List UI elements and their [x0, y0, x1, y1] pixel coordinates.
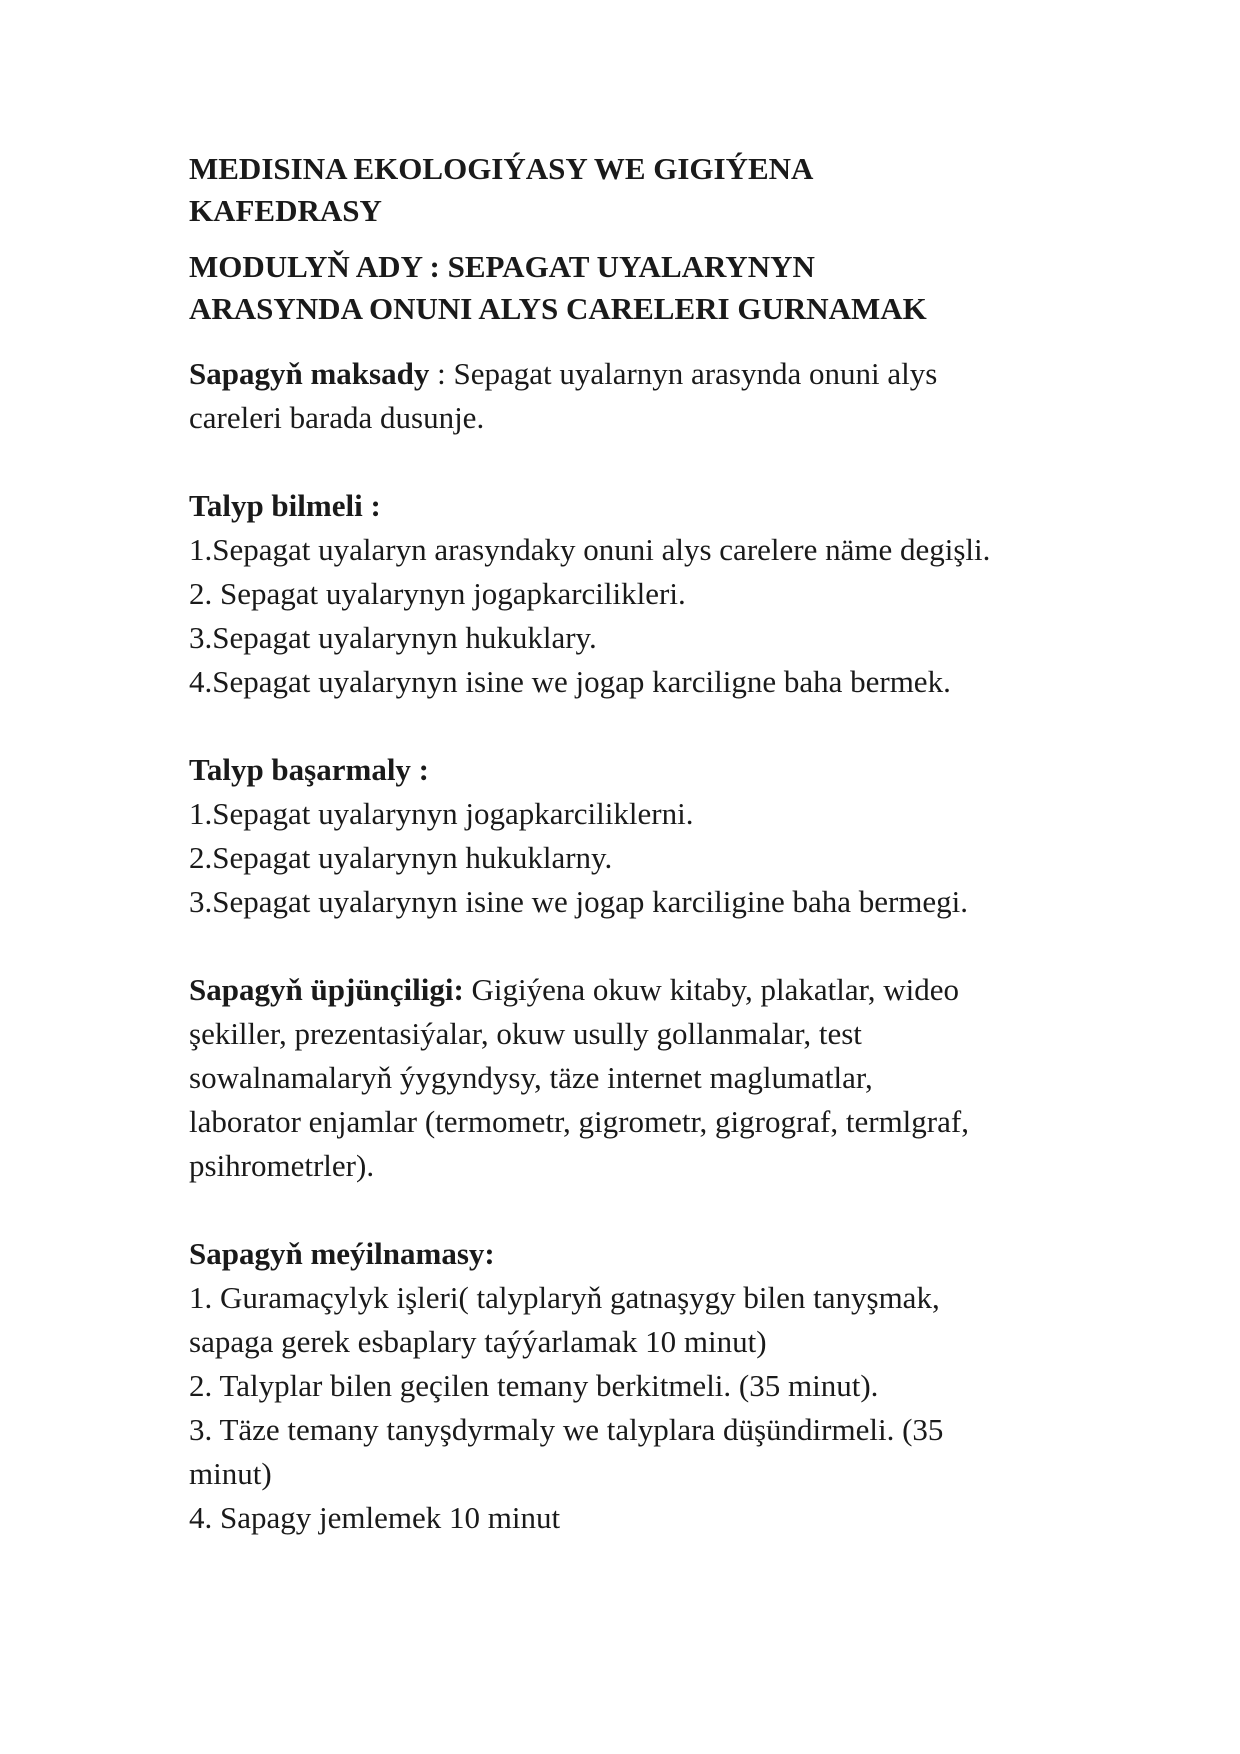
knowledge-item: 2. Sepagat uyalarynyn jogapkarcilikleri.: [189, 576, 686, 611]
equipment-line-4: laborator enjamlar (termometr, gigrometr, gigrograf, termlgraf,: [189, 1104, 969, 1139]
spacer: [189, 704, 1089, 748]
skills-item: 2.Sepagat uyalarynyn hukuklarny.: [189, 840, 613, 875]
equipment-label: Sapagyň üpjünçiligi:: [189, 972, 464, 1007]
skills-item: 3.Sepagat uyalarynyn isine we jogap karciligine baha bermegi.: [189, 884, 969, 919]
lesson-goal-line-2: careleri barada dusunje.: [189, 400, 485, 435]
department-heading-line-2: KAFEDRASY: [189, 193, 382, 228]
lesson-goal: [189, 352, 1089, 440]
spacer: [189, 440, 1089, 484]
document-content: [189, 148, 1089, 1540]
plan-line: 2. Talyplar bilen geçilen temany berkitmeli. (35 minut).: [189, 1368, 879, 1403]
knowledge-item: 3.Sepagat uyalarynyn hukuklary.: [189, 620, 597, 655]
skills-title: Talyp başarmaly :: [189, 752, 430, 787]
plan-line: minut): [189, 1456, 272, 1491]
equipment-line-5: psihrometrler).: [189, 1148, 375, 1183]
department-heading: [189, 148, 1089, 232]
plan-line: 1. Guramaçylyk işleri( talyplaryň gatnaşygy bilen tanyşmak,: [189, 1280, 940, 1315]
knowledge-item: 1.Sepagat uyalaryn arasyndaky onuni alys carelere näme degişli.: [189, 532, 991, 567]
equipment-section: [189, 968, 1089, 1188]
skills-section: [189, 748, 1089, 924]
lesson-goal-label: Sapagyň maksady: [189, 356, 430, 391]
module-heading: [189, 246, 1089, 330]
knowledge-item: 4.Sepagat uyalarynyn isine we jogap karciligne baha bermek.: [189, 664, 951, 699]
plan-line: sapaga gerek esbaplary taýýarlamak 10 minut): [189, 1324, 767, 1359]
plan-title: Sapagyň meýilnamasy:: [189, 1236, 495, 1271]
plan-line: 3. Täze temany tanyşdyrmaly we talyplara düşündirmeli. (35: [189, 1412, 944, 1447]
plan-section: [189, 1232, 1089, 1540]
module-heading-line-2: ARASYNDA ONUNI ALYS CARELERI GURNAMAK: [189, 291, 927, 326]
spacer: [189, 1188, 1089, 1232]
equipment-line-1: [189, 968, 1089, 1012]
module-heading-line-1: MODULYŇ ADY : SEPAGAT UYALARYNYN: [189, 249, 815, 284]
lesson-goal-line-1: [189, 352, 1089, 396]
equipment-line-3: sowalnamalaryň ýygyndysy, täze internet maglumatlar,: [189, 1060, 873, 1095]
lesson-goal-text-1: : Sepagat uyalarnyn arasynda onuni alys: [429, 356, 938, 391]
knowledge-title: Talyp bilmeli :: [189, 488, 381, 523]
equipment-text-1: Gigiýena okuw kitaby, plakatlar, wideo: [463, 972, 959, 1007]
knowledge-section: [189, 484, 1089, 704]
plan-line: 4. Sapagy jemlemek 10 minut: [189, 1500, 561, 1535]
department-heading-line-1: MEDISINA EKOLOGIÝASY WE GIGIÝENA: [189, 151, 814, 186]
equipment-line-2: şekiller, prezentasiýalar, okuw usully gollanmalar, test: [189, 1016, 862, 1051]
spacer: [189, 924, 1089, 968]
skills-item: 1.Sepagat uyalarynyn jogapkarciliklerni.: [189, 796, 694, 831]
